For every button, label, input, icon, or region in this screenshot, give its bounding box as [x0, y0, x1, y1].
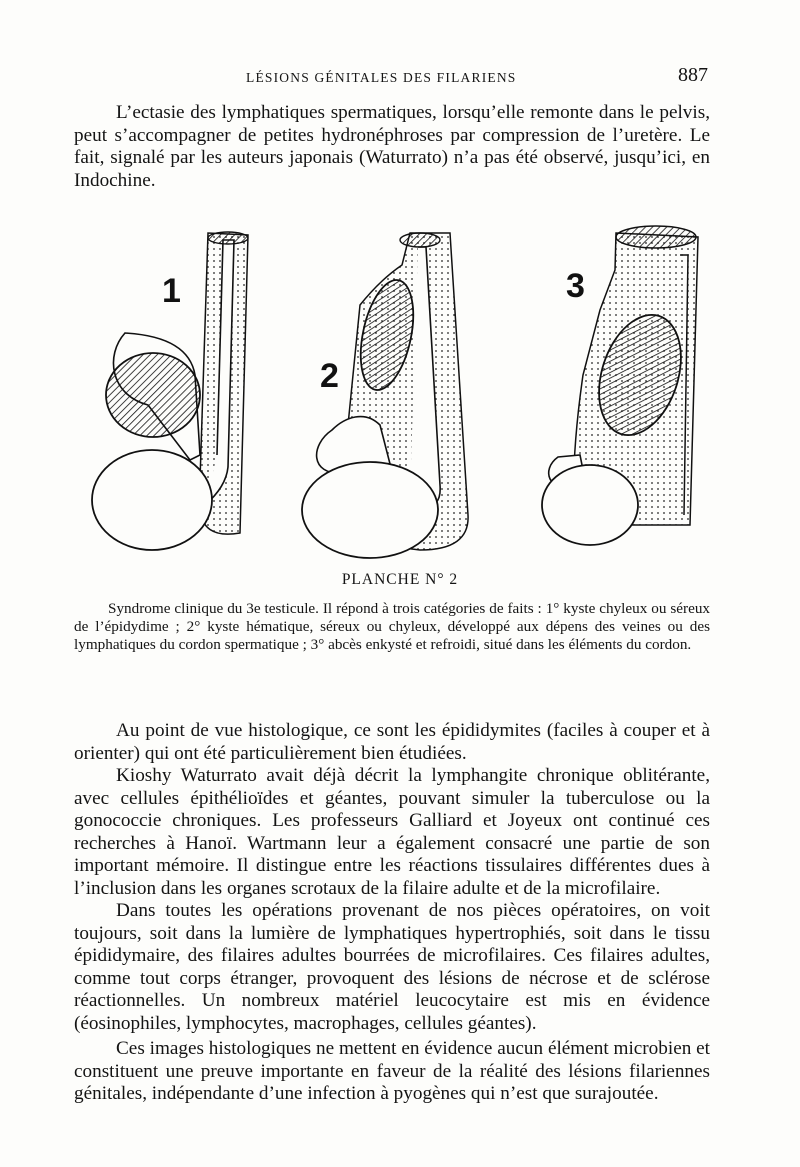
paragraph-conclusion: Ces images histologiques ne mettent en évidence aucun élément microbien et constituent une preuve importante en faveur de la réalité des lésions filariennes génitales, indépendante d’une infection à pyogènes qui n’est que surajoutée.	[74, 1038, 710, 1104]
paragraph-histologie: Au point de vue histologique, ce sont les épididymites (faciles à couper et à orienter) qui ont été particulièrement bien étudiées.	[74, 720, 710, 764]
paragraph-operations: Dans toutes les opérations provenant de nos pièces opératoires, on voit toujours, soit dans la lumière de lymphatiques hypertrophiés, soit dans le tissu épididymaire, des filaires adultes bourrées de microfilaires. Ces filaires adultes, comme tout corps étranger, provoquent des lésions de nécrose et de sclérose réactionnelles. Un nombreux matériel leucocytaire est mis en évidence (éosinophiles, lymphocytes, macrophages, cellules géantes).	[74, 900, 710, 1034]
figure-label-1: 1	[162, 272, 181, 310]
figure-caption: Syndrome clinique du 3e testicule. Il répond à trois catégories de faits : 1° kyste chyleux ou séreux de l’épidydime ; 2° kyste hématique, séreux ou chyleux, développé aux dépens des veines ou des lymphatiques du cordon spermatique ; 3° abcès enkysté et refroidi, situé dans les éléments du cordon.	[74, 600, 710, 653]
figure-label-3: 3	[566, 267, 585, 305]
paragraph-waturrato: Kioshy Waturrato avait déjà décrit la lymphangite chronique oblitérante, avec cellules épithélioïdes et géantes, pouvant simuler la tuberculose ou la gonococcie chroniques. Les professeurs Galliard et Joyeux ont continué ces recherches à Hanoï. Wartmann leur a également consacré une partie de son important mémoire. Il distingue entre les réactions tissulaires différentes dues à l’inclusion dans les organes scrotaux de la filaire adulte et de la microfilaire.	[74, 765, 710, 899]
paragraph-ectasie: L’ectasie des lymphatiques spermatiques, lorsqu’elle remonte dans le pelvis, peut s’accompagner de petites hydronéphroses par compression de l’uretère. Le fait, signalé par les auteurs japonais (Waturrato) n’a pas été observé, jusqu’ici, en Indochine.	[74, 102, 710, 191]
plate-illustration	[80, 205, 720, 565]
figure-label-2: 2	[320, 357, 339, 395]
page-number: 887	[678, 64, 708, 86]
plate-title: PLANCHE N° 2	[341, 571, 459, 588]
running-head	[0, 64, 800, 94]
figure-2-drawing	[302, 233, 468, 558]
running-title: LÉSIONS GÉNITALES DES FILARIENS	[246, 70, 517, 85]
